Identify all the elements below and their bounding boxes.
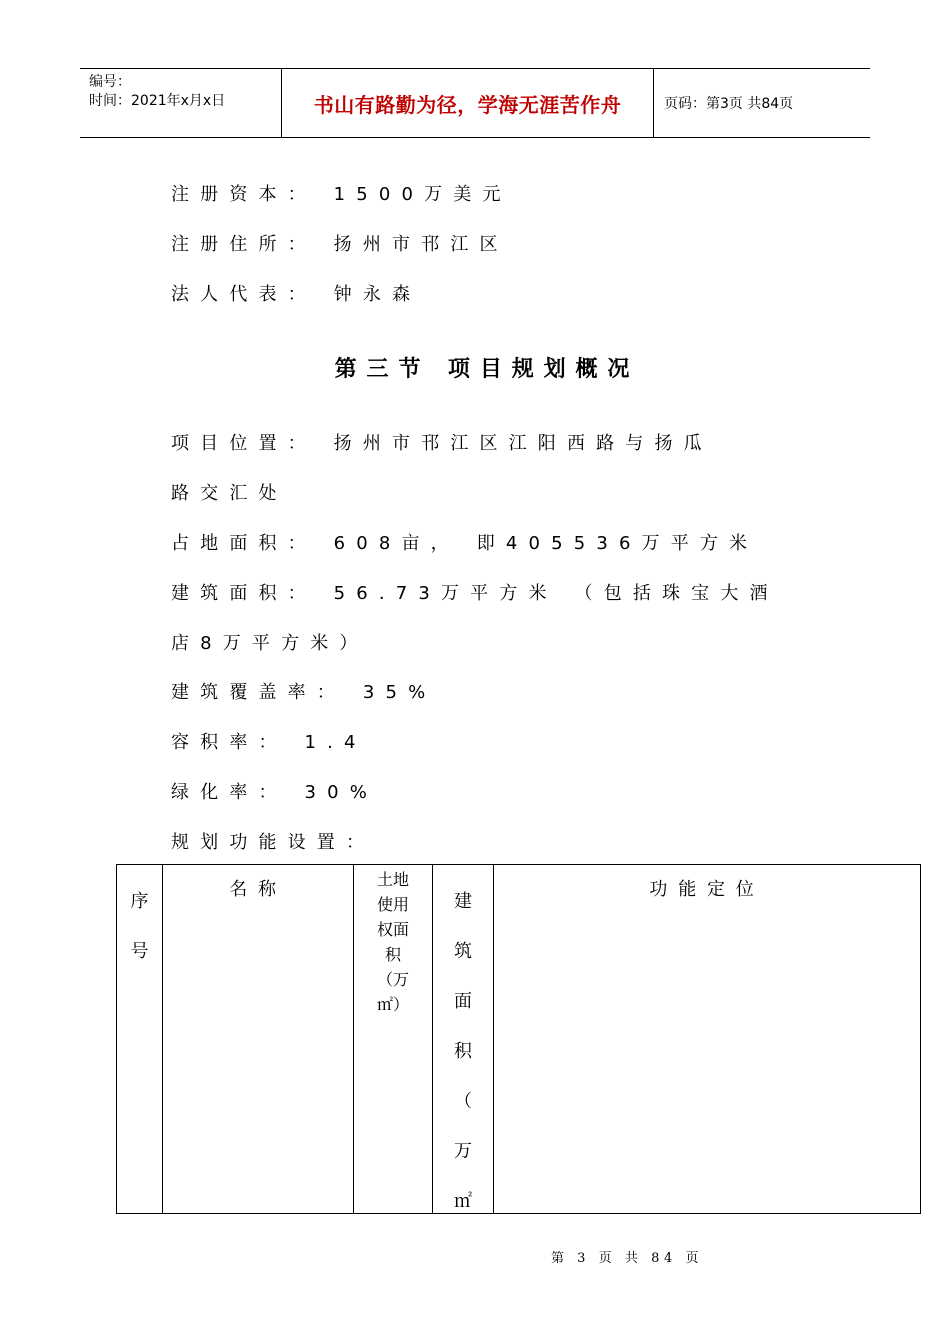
- registered-capital: 注册资本： 1500万美元: [171, 184, 512, 205]
- section-title: 第三节 项目规划概况: [334, 357, 640, 382]
- greening-rate: 绿化率： 30%: [171, 782, 379, 803]
- page-footer: 第 3 页 共 84 页: [550, 1251, 704, 1266]
- land-area: 占地面积： 608亩， 即405536万平方米: [171, 533, 759, 554]
- registered-address: 注册住所： 扬州市邗江区: [171, 234, 509, 255]
- project-location-cont: 路交汇处: [171, 483, 288, 504]
- table-header-function: 功能定位: [649, 879, 765, 900]
- table-header-building-area: 建 筑 面 积 （ 万 ㎡: [433, 865, 494, 1213]
- legal-representative: 法人代表： 钟永森: [171, 284, 422, 305]
- plot-ratio: 容积率： 1.4: [171, 732, 367, 753]
- header-page-label: 页码：第3页 共84页: [664, 96, 794, 112]
- building-area: 建筑面积： 56.73万平方米 （包括珠宝大酒: [171, 583, 779, 604]
- header-motto: 书山有路勤为径，学海无涯苦作舟: [281, 69, 654, 137]
- table-header-land-area: 土地 使用 权面 积 （万 ㎡）: [354, 865, 433, 1213]
- building-coverage: 建筑覆盖率： 35%: [171, 682, 437, 703]
- page-header: [80, 68, 870, 138]
- function-table: [116, 864, 921, 1214]
- project-location: 项目位置： 扬州市邗江区江阳西路与扬瓜: [171, 433, 713, 454]
- table-header-name: 名称: [163, 865, 354, 1213]
- header-meta: [80, 69, 281, 137]
- planned-functions-label: 规划功能设置：: [171, 832, 376, 853]
- table-header-seq: 序 号: [117, 865, 163, 1213]
- doc-number-label: 编号：: [89, 74, 131, 90]
- building-area-cont: 店8万平方米）: [171, 633, 369, 654]
- doc-time-label: 时间：2021年x月x日: [89, 93, 226, 109]
